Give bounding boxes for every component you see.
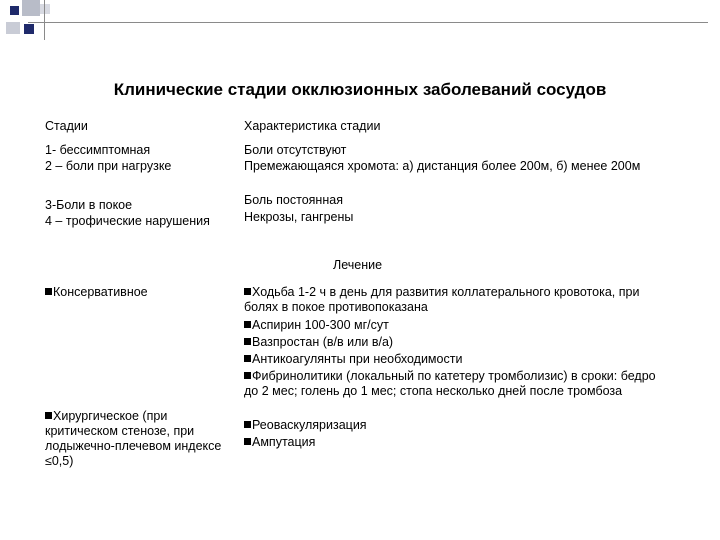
stage-2: 2 – боли при нагрузке — [45, 159, 172, 173]
deco-square-navy-1 — [10, 6, 19, 15]
characteristic-1: Боли отсутствуют — [244, 143, 347, 157]
bullet-icon — [244, 438, 251, 445]
deco-square-gray-3 — [40, 4, 50, 14]
conservative-item-1: Ходьба 1-2 ч в день для развития коллатерального кровотока, при болях в покое противопоказана — [244, 285, 640, 314]
bullet-icon — [45, 412, 52, 419]
stage-4: 4 – трофические нарушения — [45, 214, 210, 228]
header-characteristic: Характеристика стадии — [244, 119, 381, 133]
deco-square-gray-2 — [6, 22, 20, 34]
conservative-item-3: Вазпростан (в/в или в/а) — [244, 335, 393, 350]
bullet-icon — [244, 372, 251, 379]
characteristic-4: Некрозы, гангрены — [244, 210, 354, 224]
conservative-item-4: Антикоагулянты при необходимости — [244, 352, 462, 367]
header-stages: Стадии — [45, 119, 88, 133]
deco-square-navy-2 — [24, 24, 34, 34]
conservative-label-text: Консервативное — [53, 285, 148, 299]
conservative-item-2: Аспирин 100-300 мг/сут — [244, 318, 389, 333]
bullet-icon — [244, 321, 251, 328]
surgical-item-2: Ампутация — [244, 435, 315, 450]
stage-1: 1- бессимптомная — [45, 143, 151, 157]
page-title: Клинические стадии окклюзионных заболеваний сосудов — [113, 80, 607, 99]
bullet-icon — [244, 421, 251, 428]
header-rule — [28, 22, 708, 23]
treatment-heading: Лечение — [333, 258, 383, 272]
characteristic-3: Боль постоянная — [244, 193, 343, 207]
deco-square-gray-1 — [22, 0, 40, 16]
surgical-item-1: Реоваскуляризация — [244, 418, 367, 433]
bullet-icon — [45, 288, 52, 295]
header-vertical-rule — [44, 0, 45, 40]
conservative-label — [45, 285, 148, 300]
bullet-icon — [244, 338, 251, 345]
stage-3: 3-Боли в покое — [45, 198, 133, 212]
surgical-label-text: Хирургическое (при критическом стенозе, при лодыжечно-плечевом индексе ≤0,5) — [45, 409, 222, 468]
bullet-icon — [244, 355, 251, 362]
surgical-label — [45, 409, 225, 469]
bullet-icon — [244, 288, 251, 295]
characteristic-2: Премежающаяся хромота: а) дистанция более 200м, б) менее 200м — [244, 159, 641, 173]
conservative-item-5: Фибринолитики (локальный по катетеру тромболизис) в сроки: бедро до 2 мес; голень до 1 мес; стопа несколько дней после тромбоза — [244, 369, 656, 398]
